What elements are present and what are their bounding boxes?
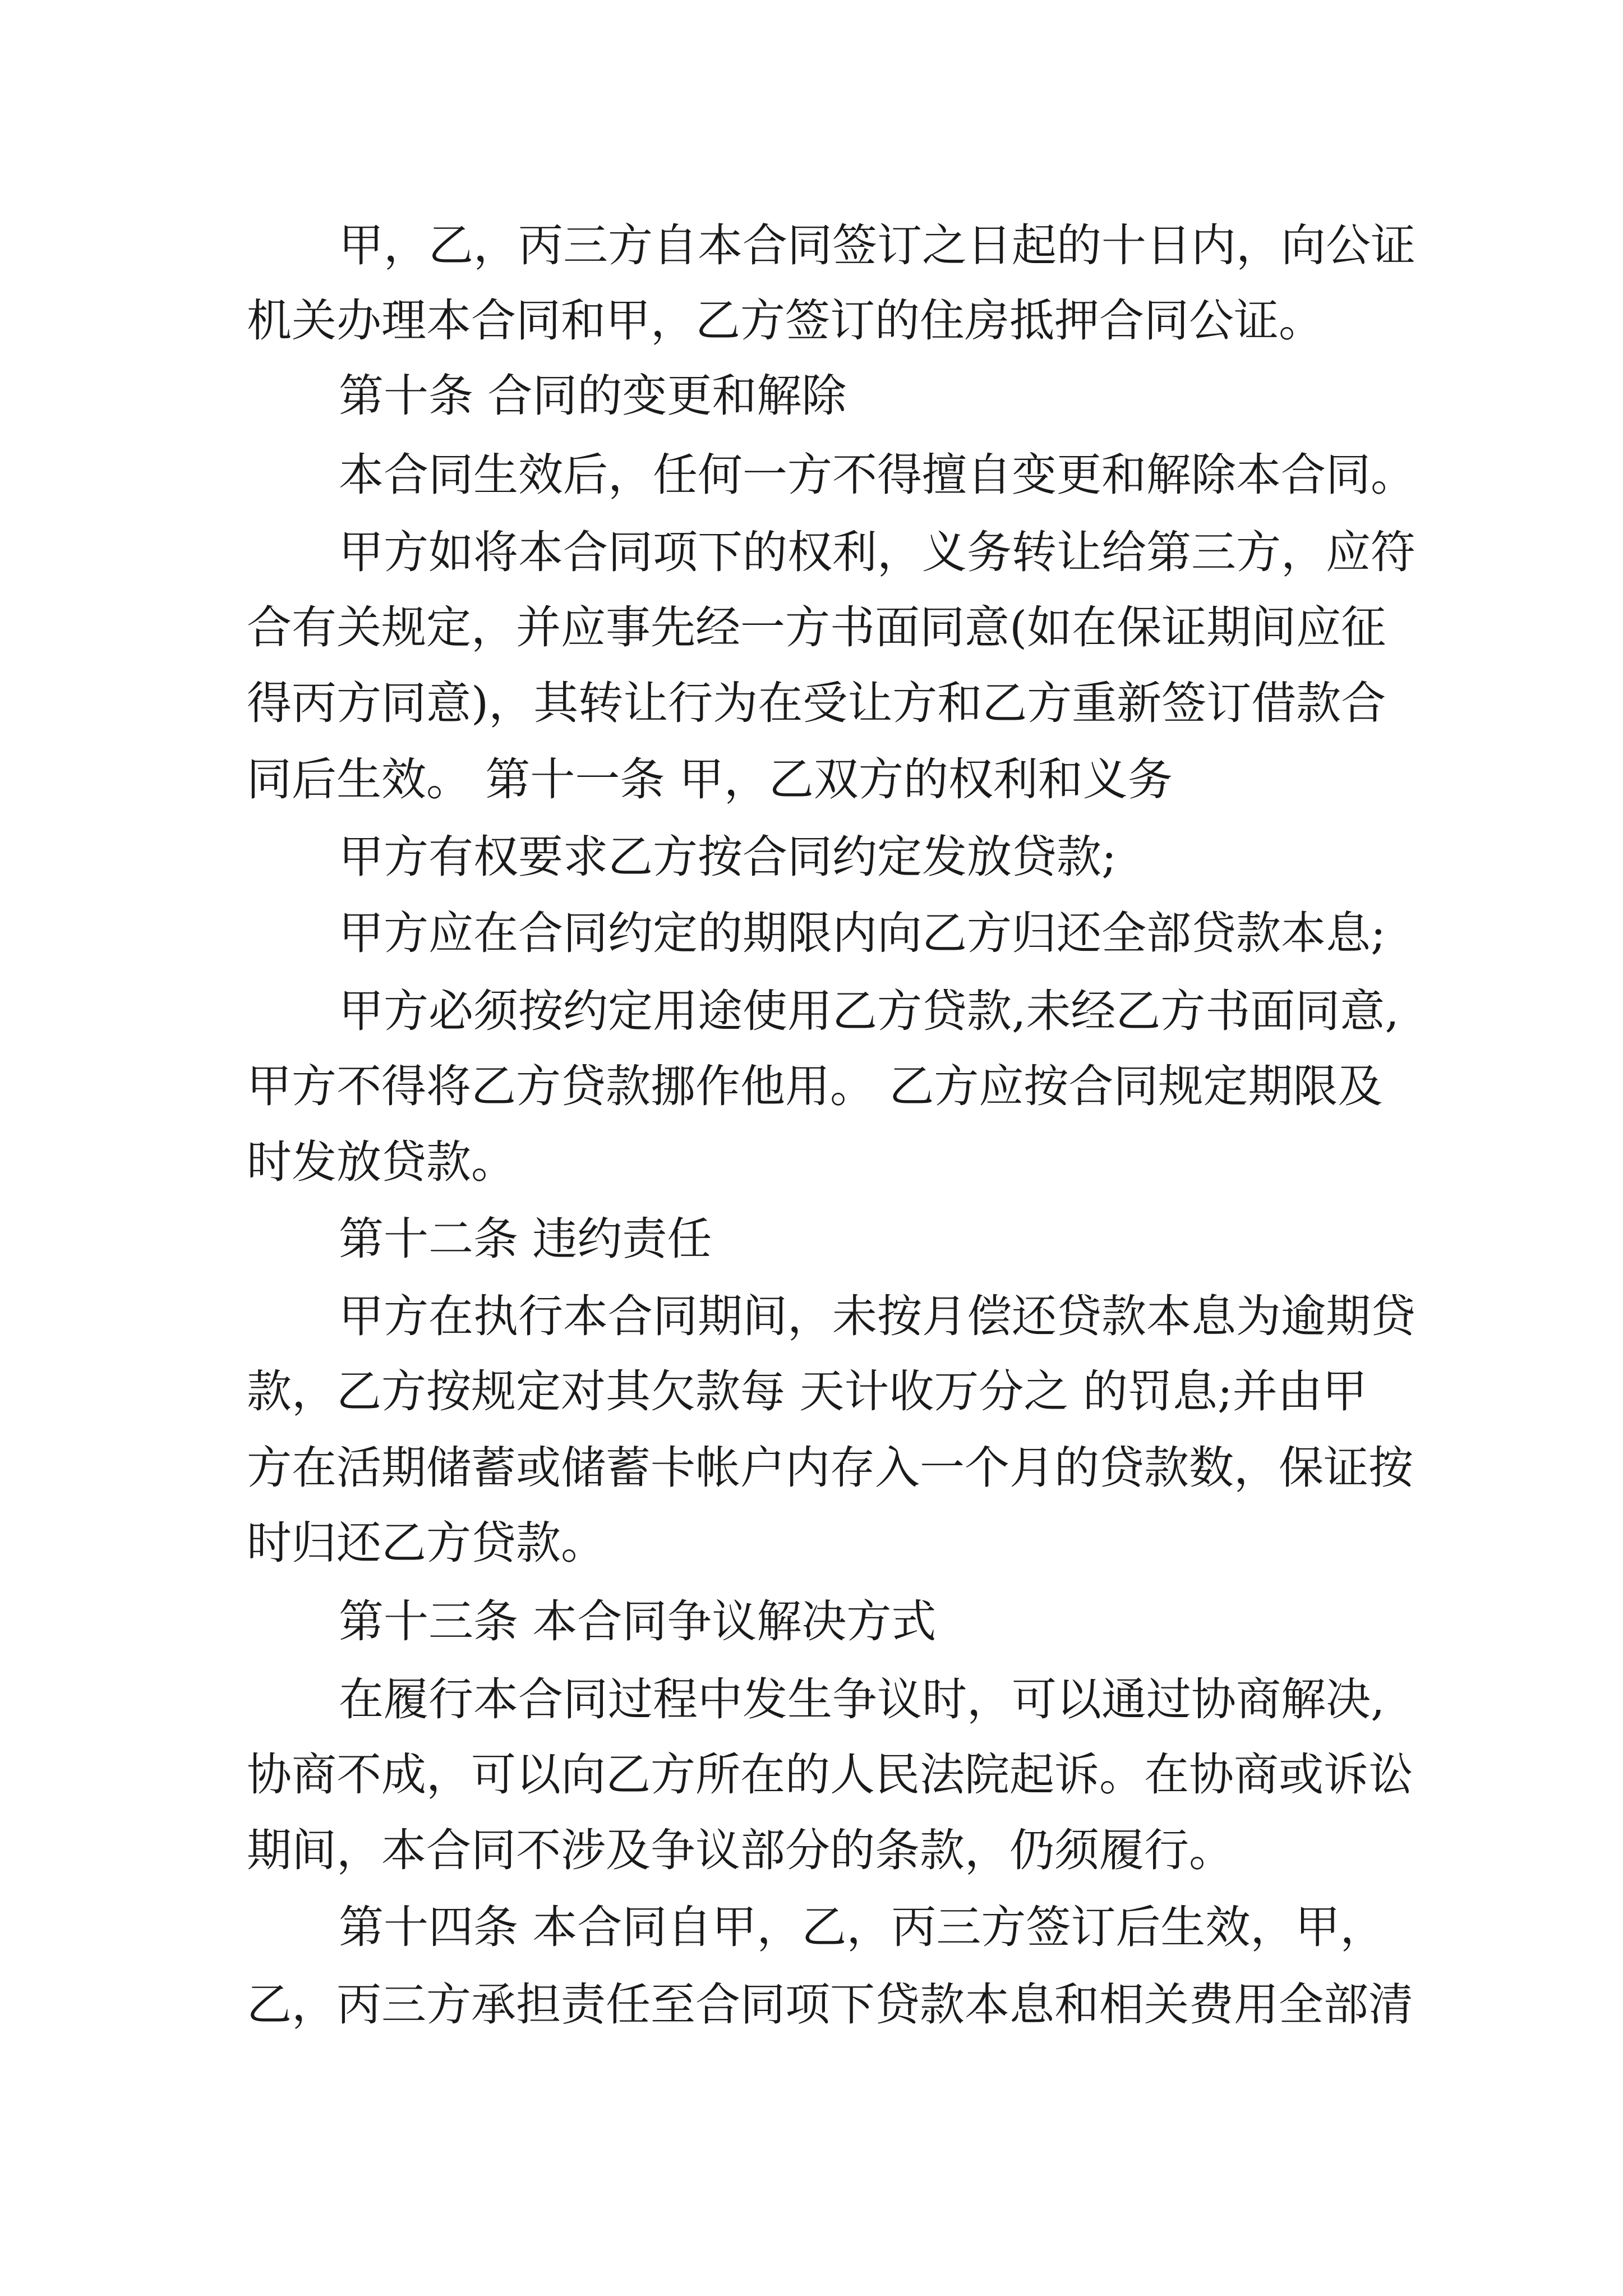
text-line-7: 得丙方同意)，其转让行为在受让方和乙方重新签订借款合 xyxy=(247,677,1386,729)
text-line-19: 第十三条 本合同争议解决方式 xyxy=(339,1595,937,1648)
text-line-22: 期间，本合同不涉及争议部分的条款，仍须履行。 xyxy=(247,1824,1234,1876)
text-line-14: 第十二条 违约责任 xyxy=(339,1213,712,1265)
text-line-6: 合有关规定，并应事先经一方书面同意(如在保证期间应征 xyxy=(247,601,1386,654)
text-line-10: 甲方应在合同约定的期限内向乙方归还全部贷款本息; xyxy=(339,907,1386,959)
text-line-5: 甲方如将本合同项下的权利，义务转让给第三方，应符 xyxy=(339,526,1415,578)
text-line-12: 甲方不得将乙方贷款挪作他用。 乙方应按合同规定期限及 xyxy=(247,1060,1383,1112)
text-line-24: 乙，丙三方承担责任至合同项下贷款本息和相关费用全部清 xyxy=(247,1978,1413,2031)
text-line-23: 第十四条 本合同自甲，乙，丙三方签订后生效，甲， xyxy=(339,1901,1385,1953)
text-line-3: 第十条 合同的变更和解除 xyxy=(339,370,847,422)
text-line-11: 甲方必须按约定用途使用乙方贷款,未经乙方书面同意, xyxy=(339,985,1399,1037)
text-line-16: 款，乙方按规定对其欠款每 天计收万分之 的罚息;并由甲 xyxy=(247,1365,1367,1418)
text-line-1: 甲，乙，丙三方自本合同签订之日起的十日内，向公证 xyxy=(339,219,1415,272)
text-line-17: 方在活期储蓄或储蓄卡帐户内存入一个月的贷款数，保证按 xyxy=(247,1442,1413,1494)
text-line-2: 机关办理本合同和甲，乙方签订的住房抵押合同公证。 xyxy=(247,295,1324,347)
text-line-9: 甲方有权要求乙方按合同约定发放贷款; xyxy=(339,831,1117,883)
text-line-20: 在履行本合同过程中发生争议时，可以通过协商解决, xyxy=(339,1673,1385,1726)
text-line-18: 时归还乙方贷款。 xyxy=(247,1517,606,1569)
text-line-4: 本合同生效后，任何一方不得擅自变更和解除本合同。 xyxy=(339,449,1415,501)
text-line-15: 甲方在执行本合同期间，未按月偿还贷款本息为逾期贷 xyxy=(339,1290,1415,1342)
text-line-21: 协商不成，可以向乙方所在的人民法院起诉。在协商或诉讼 xyxy=(247,1749,1413,1801)
text-line-8: 同后生效。 第十一条 甲，乙双方的权利和义务 xyxy=(247,753,1173,806)
text-line-13: 时发放贷款。 xyxy=(247,1136,516,1188)
